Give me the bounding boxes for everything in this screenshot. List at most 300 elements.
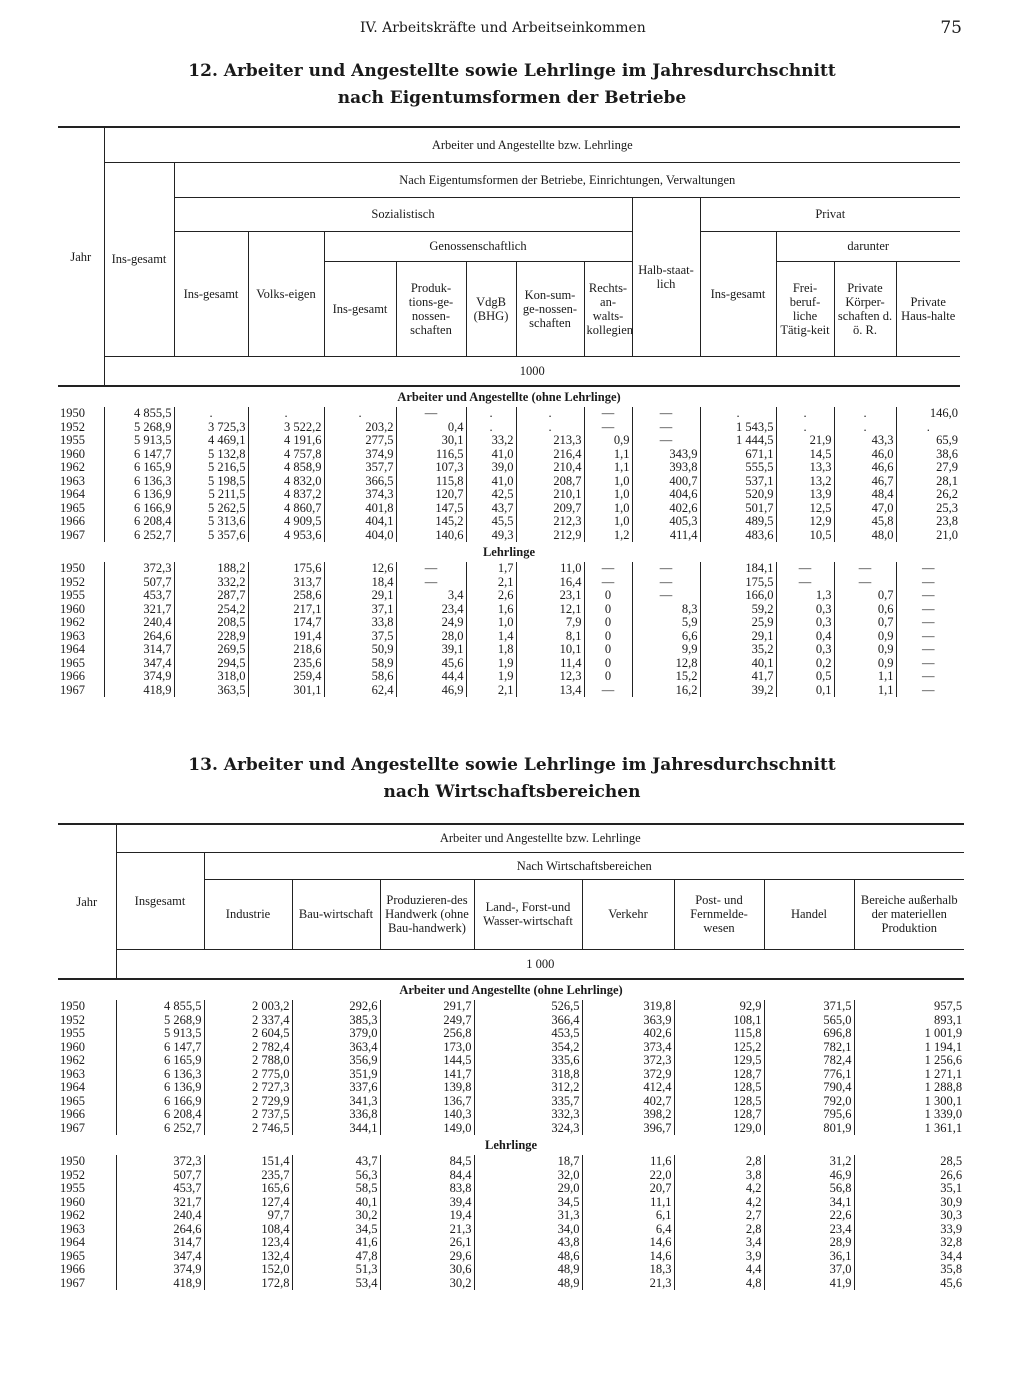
value-cell: 149,0 — [380, 1122, 474, 1136]
value-cell: 1,6 — [466, 603, 516, 617]
value-cell: — — [632, 421, 700, 435]
value-cell: 14,6 — [582, 1250, 674, 1264]
value-cell: 62,4 — [324, 684, 396, 698]
value-cell: 6 252,7 — [116, 1122, 204, 1136]
value-cell: 26,6 — [854, 1169, 964, 1183]
value-cell: 483,6 — [700, 529, 776, 543]
value-cell: 46,7 — [834, 475, 896, 489]
value-cell: 18,7 — [474, 1155, 582, 1169]
value-cell: 4,4 — [674, 1263, 764, 1277]
value-cell: . — [324, 407, 396, 421]
table-row — [58, 657, 960, 671]
table-row — [58, 1209, 964, 1223]
value-cell: 2 727,3 — [204, 1081, 292, 1095]
value-cell: 363,4 — [292, 1041, 380, 1055]
value-cell: 1 001,9 — [854, 1027, 964, 1041]
value-cell: 3,9 — [674, 1250, 764, 1264]
value-cell: 0 — [584, 589, 632, 603]
value-cell: 203,2 — [324, 421, 396, 435]
table-row — [58, 1196, 964, 1210]
header-haushalte: Private Haus-halte — [896, 261, 960, 356]
value-cell: 344,1 — [292, 1122, 380, 1136]
header-privat: Privat — [700, 197, 960, 231]
value-cell: 347,4 — [116, 1250, 204, 1264]
value-cell: 507,7 — [116, 1169, 204, 1183]
year-cell: 1955 — [60, 1026, 85, 1040]
value-cell: 174,7 — [248, 616, 324, 630]
value-cell: 4 860,7 — [248, 502, 324, 516]
value-cell: 32,8 — [854, 1236, 964, 1250]
value-cell: 1,0 — [584, 502, 632, 516]
value-cell: 12,3 — [516, 670, 584, 684]
table-row — [58, 1000, 964, 1014]
value-cell: 129,5 — [674, 1054, 764, 1068]
value-cell: 332,2 — [174, 576, 248, 590]
value-cell: 372,3 — [104, 562, 174, 576]
year-cell: 1966 — [60, 514, 85, 528]
year-cell: 1962 — [60, 460, 85, 474]
year-cell: 1963 — [60, 473, 85, 488]
header-genossenschaftlich: Genossenschaftlich — [324, 231, 632, 261]
value-cell: 39,4 — [380, 1196, 474, 1210]
year-cell: 1962 — [60, 615, 85, 629]
value-cell: 46,9 — [764, 1169, 854, 1183]
value-cell: 38,6 — [896, 448, 960, 462]
value-cell: 565,0 — [764, 1014, 854, 1028]
page-number: 75 — [940, 18, 962, 38]
value-cell: 3 725,3 — [174, 421, 248, 435]
value-cell: — — [632, 434, 700, 448]
value-cell: — — [834, 562, 896, 576]
value-cell: 37,5 — [324, 630, 396, 644]
value-cell: — — [632, 562, 700, 576]
value-cell: 404,6 — [632, 488, 700, 502]
value-cell: — — [896, 657, 960, 671]
value-cell: 35,1 — [854, 1182, 964, 1196]
value-cell: 1 339,0 — [854, 1108, 964, 1122]
header-verkehr: Verkehr — [582, 879, 674, 949]
value-cell: 40,1 — [292, 1196, 380, 1210]
value-cell: 120,7 — [396, 488, 466, 502]
value-cell: 166,0 — [700, 589, 776, 603]
value-cell: 259,4 — [248, 670, 324, 684]
value-cell: 45,5 — [466, 515, 516, 529]
value-cell: 7,9 — [516, 616, 584, 630]
value-cell: 23,1 — [516, 589, 584, 603]
value-cell: 354,2 — [474, 1041, 582, 1055]
value-cell: 5 913,5 — [104, 434, 174, 448]
value-cell: 507,7 — [104, 576, 174, 590]
value-cell: 147,5 — [396, 502, 466, 516]
value-cell: 555,5 — [700, 461, 776, 475]
header-priv-insgesamt: Ins-gesamt — [700, 231, 776, 356]
table-row — [58, 616, 960, 630]
table-row — [58, 1236, 964, 1250]
value-cell: 269,5 — [174, 643, 248, 657]
value-cell: — — [834, 576, 896, 590]
value-cell: — — [896, 562, 960, 576]
header-gen-insgesamt: Ins-gesamt — [324, 261, 396, 356]
value-cell: 12,6 — [324, 562, 396, 576]
value-cell: 5 268,9 — [116, 1014, 204, 1028]
value-cell: 108,4 — [204, 1223, 292, 1237]
section-lehrlinge: Lehrlinge — [484, 1137, 538, 1152]
value-cell: 4 191,6 — [248, 434, 324, 448]
value-cell: 372,9 — [582, 1068, 674, 1082]
value-cell: 363,5 — [174, 684, 248, 698]
value-cell: 65,9 — [896, 434, 960, 448]
running-head: IV. Arbeitskräfte und Arbeitseinkommen — [360, 20, 646, 36]
value-cell: 489,5 — [700, 515, 776, 529]
value-cell: 893,1 — [854, 1014, 964, 1028]
header-insgesamt: Ins-gesamt — [104, 162, 174, 356]
header-halbstaatlich: Halb-staat-lich — [632, 197, 700, 356]
value-cell: 28,0 — [396, 630, 466, 644]
value-cell: 51,3 — [292, 1263, 380, 1277]
value-cell: 29,1 — [700, 630, 776, 644]
value-cell: 22,0 — [582, 1169, 674, 1183]
value-cell: . — [896, 421, 960, 435]
value-cell: 356,9 — [292, 1054, 380, 1068]
value-cell: 776,1 — [764, 1068, 854, 1082]
year-cell: 1950 — [60, 999, 85, 1013]
header-top: Arbeiter und Angestellte bzw. Lehrlinge — [116, 824, 964, 852]
table-row — [58, 576, 960, 590]
year-cell: 1964 — [60, 642, 85, 656]
value-cell: . — [174, 407, 248, 421]
value-cell: 6 136,9 — [116, 1081, 204, 1095]
value-cell: 0 — [584, 657, 632, 671]
value-cell: 301,1 — [248, 684, 324, 698]
value-cell: 318,0 — [174, 670, 248, 684]
value-cell: 0,4 — [776, 630, 834, 644]
value-cell: 235,6 — [248, 657, 324, 671]
value-cell: 53,4 — [292, 1277, 380, 1291]
value-cell: 2,8 — [674, 1223, 764, 1237]
table-row — [58, 488, 960, 502]
value-cell: 4 909,5 — [248, 515, 324, 529]
year-cell: 1960 — [60, 601, 85, 616]
value-cell: 191,4 — [248, 630, 324, 644]
value-cell: 228,9 — [174, 630, 248, 644]
value-cell: 10,1 — [516, 643, 584, 657]
header-volkseigen: Volks-eigen — [248, 231, 324, 356]
value-cell: 313,7 — [248, 576, 324, 590]
value-cell: 47,0 — [834, 502, 896, 516]
value-cell: 212,3 — [516, 515, 584, 529]
value-cell: 1 194,1 — [854, 1041, 964, 1055]
value-cell: . — [516, 407, 584, 421]
table-row — [58, 421, 960, 435]
value-cell: 34,5 — [474, 1196, 582, 1210]
value-cell: 405,3 — [632, 515, 700, 529]
year-cell: 1952 — [60, 1167, 85, 1182]
header-sozialistisch: Sozialistisch — [174, 197, 632, 231]
year-cell: 1955 — [60, 433, 85, 447]
value-cell: 336,8 — [292, 1108, 380, 1122]
year-cell: 1966 — [60, 669, 85, 683]
value-cell: 324,3 — [474, 1122, 582, 1136]
value-cell: 43,8 — [474, 1236, 582, 1250]
value-cell: 97,7 — [204, 1209, 292, 1223]
value-cell: 393,8 — [632, 461, 700, 475]
value-cell: — — [632, 407, 700, 421]
value-cell: 335,6 — [474, 1054, 582, 1068]
header-post: Post- und Fernmelde-wesen — [674, 879, 764, 949]
header-wirtschaftsbereiche: Nach Wirtschaftsbereichen — [204, 852, 964, 879]
value-cell: 9,9 — [632, 643, 700, 657]
value-cell: 45,6 — [396, 657, 466, 671]
value-cell: 332,3 — [474, 1108, 582, 1122]
table-row — [58, 1041, 964, 1055]
header-produktionsgenossenschaften: Produk-tions-ge-nossen-schaften — [396, 261, 466, 356]
value-cell: 19,4 — [380, 1209, 474, 1223]
value-cell: 4 855,5 — [116, 1000, 204, 1014]
value-cell: 48,4 — [834, 488, 896, 502]
value-cell: 1,0 — [584, 488, 632, 502]
value-cell: 2 337,4 — [204, 1014, 292, 1028]
value-cell: 6,6 — [632, 630, 700, 644]
value-cell: 790,4 — [764, 1081, 854, 1095]
value-cell: 39,1 — [396, 643, 466, 657]
value-cell: 132,4 — [204, 1250, 292, 1264]
table-row — [58, 1081, 964, 1095]
value-cell: — — [584, 576, 632, 590]
value-cell: 30,6 — [380, 1263, 474, 1277]
value-cell: 2,8 — [674, 1155, 764, 1169]
year-cell: 1967 — [60, 682, 85, 697]
value-cell: 1,8 — [466, 643, 516, 657]
value-cell: 453,5 — [474, 1027, 582, 1041]
value-cell: 696,8 — [764, 1027, 854, 1041]
table12-title-line2: nach Eigentumsformen der Betriebe — [337, 88, 687, 108]
year-cell: 1967 — [60, 1120, 85, 1135]
value-cell: 0,7 — [834, 616, 896, 630]
value-cell: 264,6 — [116, 1223, 204, 1237]
table-row — [58, 1095, 964, 1109]
value-cell: — — [396, 576, 466, 590]
value-cell: 27,9 — [896, 461, 960, 475]
value-cell: 343,9 — [632, 448, 700, 462]
table-row — [58, 1122, 964, 1136]
value-cell: 2 003,2 — [204, 1000, 292, 1014]
value-cell: 4 757,8 — [248, 448, 324, 462]
value-cell: 33,2 — [466, 434, 516, 448]
value-cell: 28,9 — [764, 1236, 854, 1250]
value-cell: 0,6 — [834, 603, 896, 617]
value-cell: 3,8 — [674, 1169, 764, 1183]
value-cell: 2 788,0 — [204, 1054, 292, 1068]
value-cell: 404,1 — [324, 515, 396, 529]
value-cell: 1 543,5 — [700, 421, 776, 435]
value-cell: 287,7 — [174, 589, 248, 603]
year-cell: 1967 — [60, 527, 85, 542]
value-cell: 1 288,8 — [854, 1081, 964, 1095]
table-row — [58, 1108, 964, 1122]
year-cell: 1965 — [60, 1248, 85, 1263]
table-row — [58, 529, 960, 543]
value-cell: 30,2 — [380, 1277, 474, 1291]
header-jahr: Jahr — [58, 127, 104, 386]
value-cell: 5 268,9 — [104, 421, 174, 435]
value-cell: 45,8 — [834, 515, 896, 529]
value-cell: . — [248, 407, 324, 421]
value-cell: 396,7 — [582, 1122, 674, 1136]
year-cell: 1965 — [60, 500, 85, 515]
value-cell: 29,6 — [380, 1250, 474, 1264]
value-cell: 34,5 — [292, 1223, 380, 1237]
value-cell: 84,5 — [380, 1155, 474, 1169]
value-cell: 26,2 — [896, 488, 960, 502]
value-cell: . — [466, 421, 516, 435]
value-cell: — — [896, 603, 960, 617]
header-insgesamt: Insgesamt — [116, 852, 204, 949]
value-cell: 144,5 — [380, 1054, 474, 1068]
value-cell: 46,6 — [834, 461, 896, 475]
year-cell: 1950 — [60, 1154, 85, 1168]
value-cell: 373,4 — [582, 1041, 674, 1055]
year-cell: 1964 — [60, 1080, 85, 1094]
value-cell: 412,4 — [582, 1081, 674, 1095]
value-cell: 0 — [584, 603, 632, 617]
value-cell: 32,0 — [474, 1169, 582, 1183]
value-cell: 385,3 — [292, 1014, 380, 1028]
value-cell: 128,7 — [674, 1108, 764, 1122]
value-cell: 1,7 — [466, 562, 516, 576]
value-cell: 129,0 — [674, 1122, 764, 1136]
value-cell: 3,4 — [674, 1236, 764, 1250]
value-cell: 125,2 — [674, 1041, 764, 1055]
year-cell: 1960 — [60, 446, 85, 461]
value-cell: 795,6 — [764, 1108, 854, 1122]
table-row — [58, 515, 960, 529]
table-row — [58, 1068, 964, 1082]
value-cell: 128,5 — [674, 1095, 764, 1109]
value-cell: 372,3 — [582, 1054, 674, 1068]
year-cell: 1963 — [60, 628, 85, 643]
value-cell: 13,4 — [516, 684, 584, 698]
value-cell: 6 136,3 — [116, 1068, 204, 1082]
value-cell: 12,5 — [776, 502, 834, 516]
value-cell: 21,0 — [896, 529, 960, 543]
value-cell: 4 858,9 — [248, 461, 324, 475]
value-cell: 0,3 — [776, 616, 834, 630]
year-cell: 1963 — [60, 1221, 85, 1236]
value-cell: 145,2 — [396, 515, 466, 529]
value-cell: 254,2 — [174, 603, 248, 617]
value-cell: 212,9 — [516, 529, 584, 543]
value-cell: 210,4 — [516, 461, 584, 475]
value-cell: 40,1 — [700, 657, 776, 671]
table-row — [58, 603, 960, 617]
value-cell: 12,9 — [776, 515, 834, 529]
year-cell: 1952 — [60, 419, 85, 434]
value-cell: 12,1 — [516, 603, 584, 617]
value-cell: 56,3 — [292, 1169, 380, 1183]
value-cell: 58,9 — [324, 657, 396, 671]
value-cell: 6 147,7 — [116, 1041, 204, 1055]
header-koerperschaften: Private Körper-schaften d. ö. R. — [834, 261, 896, 356]
table-row — [58, 1182, 964, 1196]
value-cell: 0 — [584, 643, 632, 657]
year-cell: 1962 — [60, 1053, 85, 1067]
value-cell: 0,9 — [834, 657, 896, 671]
value-cell: 0,5 — [776, 670, 834, 684]
value-cell: — — [896, 616, 960, 630]
value-cell: 41,9 — [764, 1277, 854, 1291]
value-cell: 240,4 — [104, 616, 174, 630]
value-cell: 2 604,5 — [204, 1027, 292, 1041]
value-cell: 537,1 — [700, 475, 776, 489]
header-handwerk: Produzieren-des Handwerk (ohne Bau-handwerk) — [380, 879, 474, 949]
value-cell: 398,2 — [582, 1108, 674, 1122]
value-cell: 23,8 — [896, 515, 960, 529]
value-cell: 1,1 — [584, 461, 632, 475]
value-cell: 5 216,5 — [174, 461, 248, 475]
value-cell: 115,8 — [396, 475, 466, 489]
value-cell: 213,3 — [516, 434, 584, 448]
value-cell: 116,5 — [396, 448, 466, 462]
table12 — [58, 126, 960, 697]
value-cell: 140,6 — [396, 529, 466, 543]
value-cell: 46,0 — [834, 448, 896, 462]
value-cell: 401,8 — [324, 502, 396, 516]
value-cell: 26,1 — [380, 1236, 474, 1250]
value-cell: 34,1 — [764, 1196, 854, 1210]
value-cell: 48,9 — [474, 1263, 582, 1277]
value-cell: 152,0 — [204, 1263, 292, 1277]
year-cell: 1963 — [60, 1066, 85, 1081]
value-cell: — — [632, 576, 700, 590]
value-cell: 0,9 — [834, 643, 896, 657]
value-cell: 2 729,9 — [204, 1095, 292, 1109]
value-cell: 671,1 — [700, 448, 776, 462]
section-arbeiter: Arbeiter und Angestellte (ohne Lehrlinge) — [397, 389, 621, 404]
value-cell: 1 300,1 — [854, 1095, 964, 1109]
value-cell: 418,9 — [104, 684, 174, 698]
table-row — [58, 1014, 964, 1028]
table-row — [58, 1169, 964, 1183]
value-cell: 0,1 — [776, 684, 834, 698]
value-cell: 5 132,8 — [174, 448, 248, 462]
value-cell: 46,9 — [396, 684, 466, 698]
value-cell: — — [632, 589, 700, 603]
value-cell: 4,8 — [674, 1277, 764, 1291]
value-cell: 321,7 — [104, 603, 174, 617]
value-cell: 12,8 — [632, 657, 700, 671]
value-cell: 6 166,9 — [104, 502, 174, 516]
value-cell: 24,9 — [396, 616, 466, 630]
value-cell: — — [896, 670, 960, 684]
header-freiberufliche: Frei-beruf-liche Tätig-keit — [776, 261, 834, 356]
value-cell: 22,6 — [764, 1209, 854, 1223]
value-cell: 25,9 — [700, 616, 776, 630]
value-cell: 84,4 — [380, 1169, 474, 1183]
value-cell: 115,8 — [674, 1027, 764, 1041]
value-cell: — — [896, 630, 960, 644]
table-row — [58, 475, 960, 489]
value-cell: 8,1 — [516, 630, 584, 644]
value-cell: 292,6 — [292, 1000, 380, 1014]
value-cell: 792,0 — [764, 1095, 854, 1109]
value-cell: 5 913,5 — [116, 1027, 204, 1041]
value-cell: 314,7 — [104, 643, 174, 657]
value-cell: 782,1 — [764, 1041, 854, 1055]
value-cell: 30,1 — [396, 434, 466, 448]
value-cell: . — [466, 407, 516, 421]
value-cell: — — [584, 407, 632, 421]
value-cell: 453,7 — [104, 589, 174, 603]
